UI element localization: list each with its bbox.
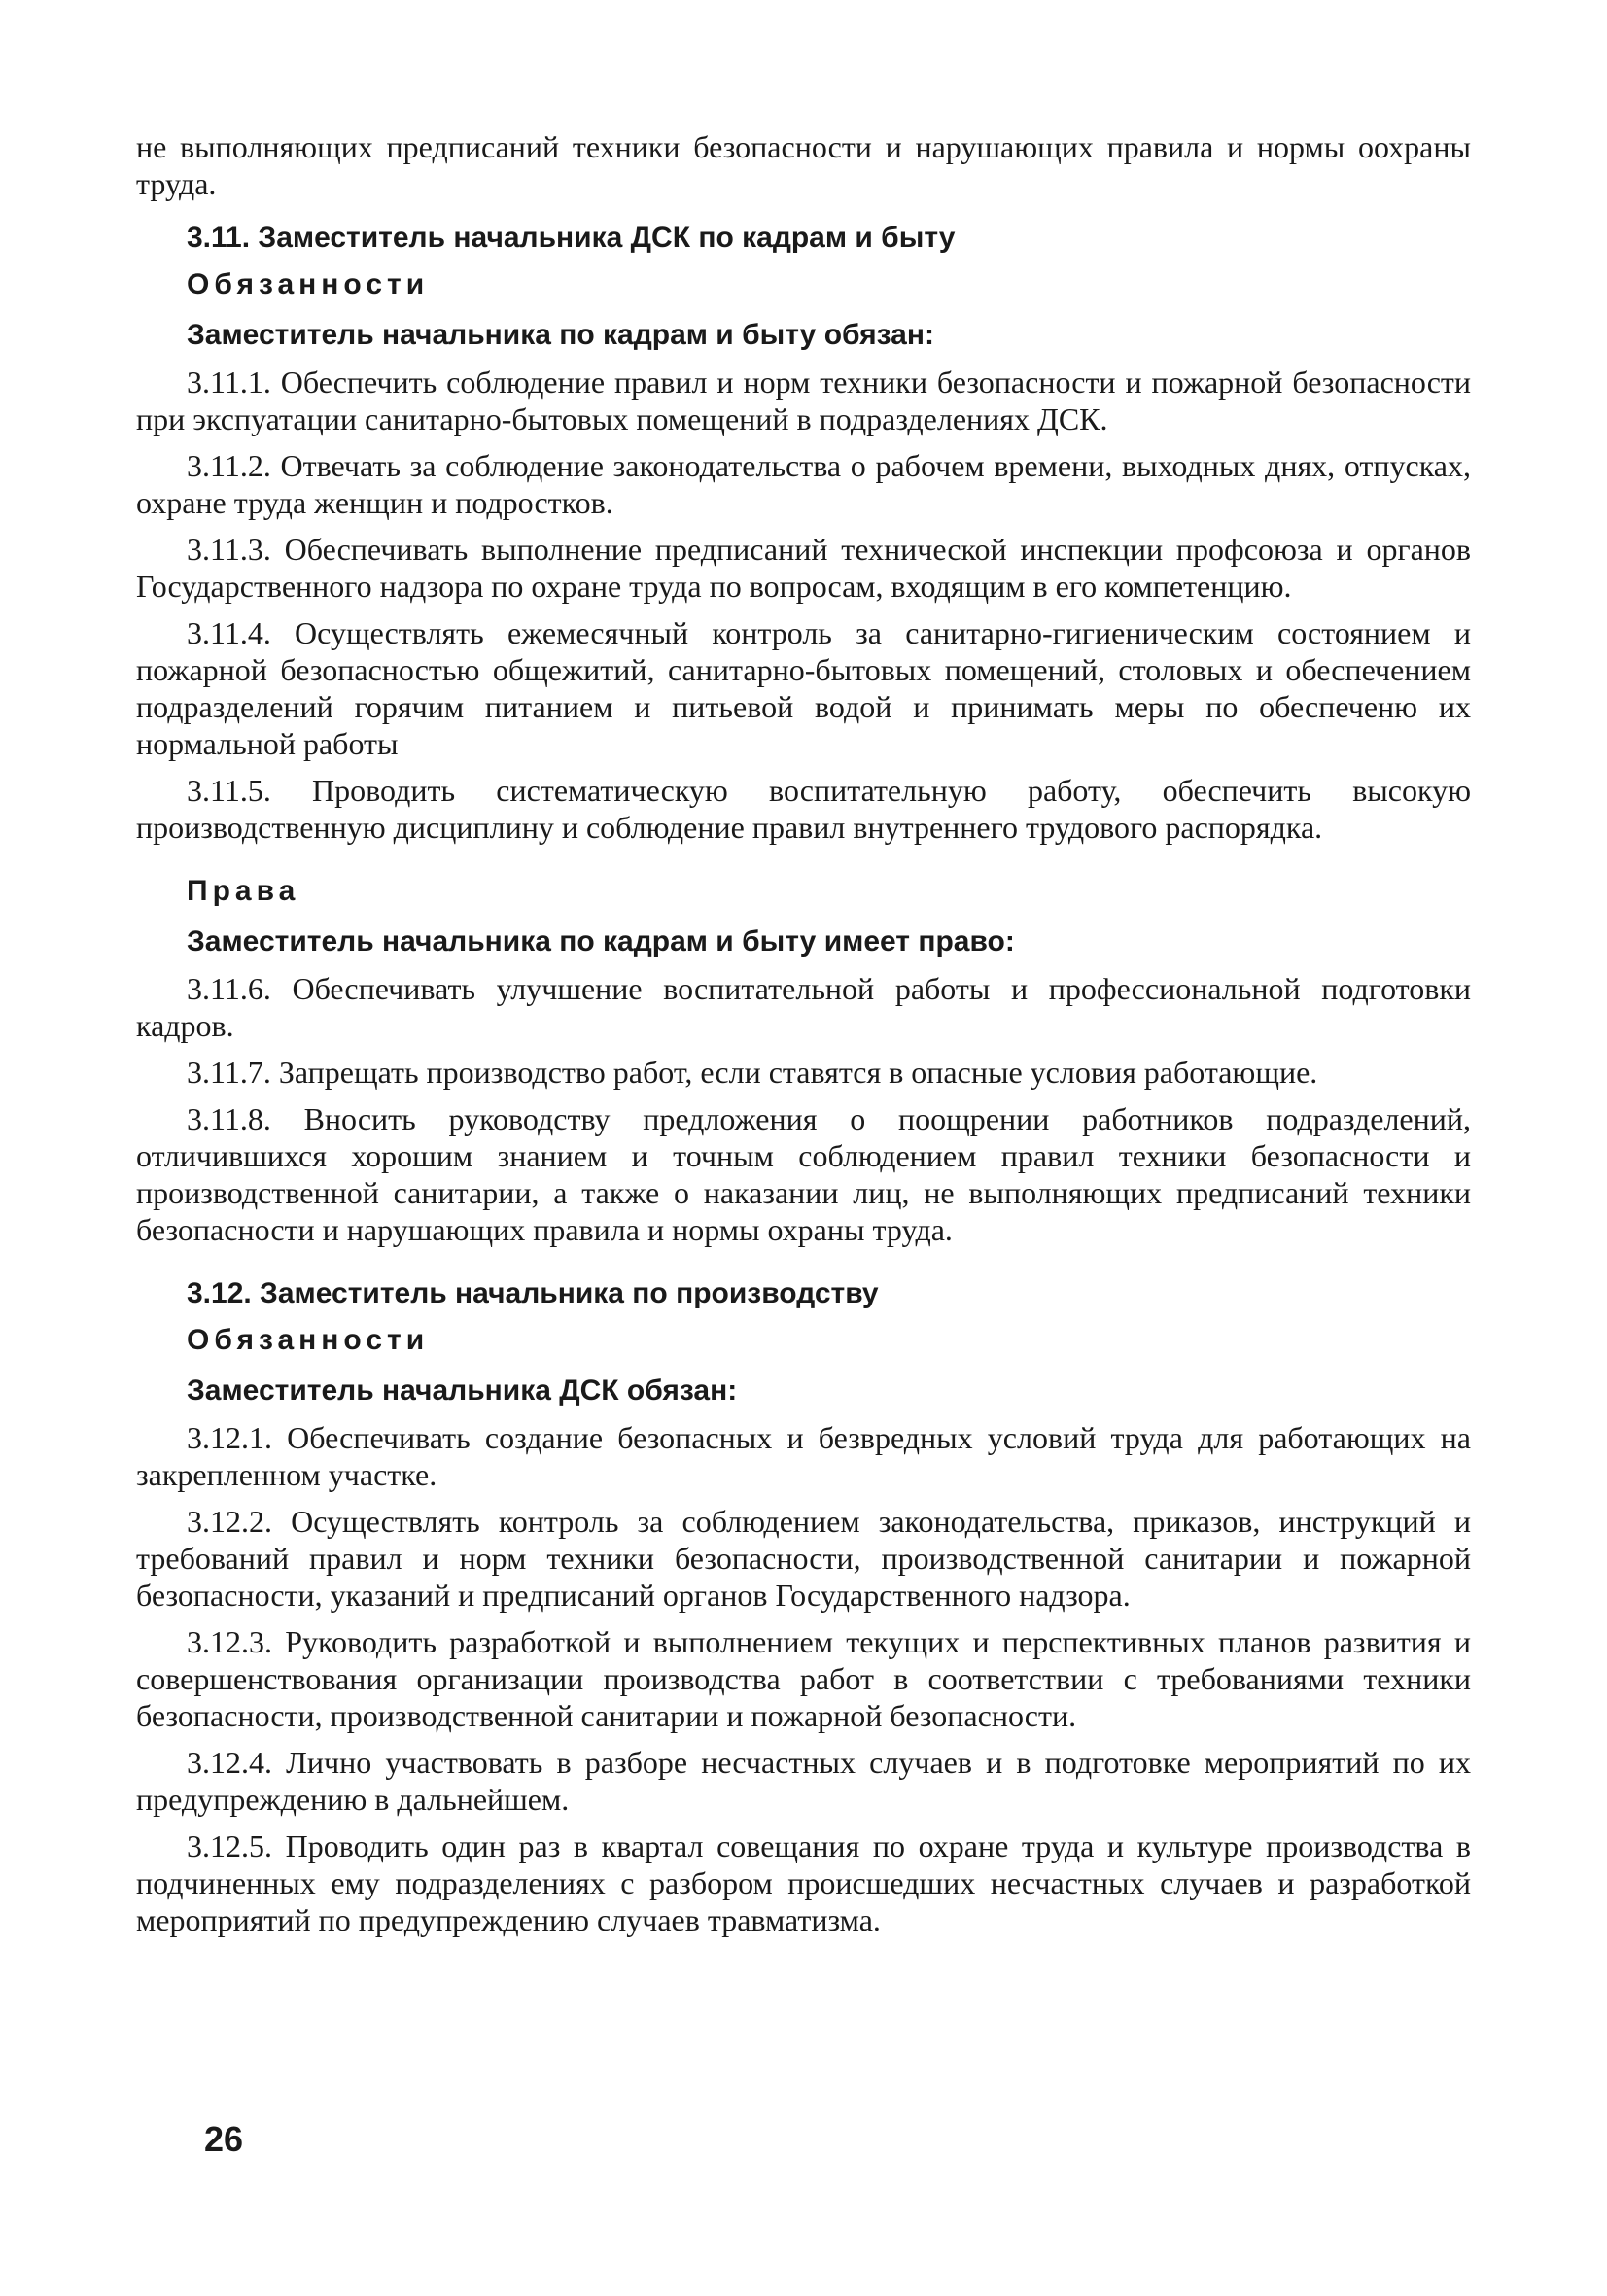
paragraph: 3.11.4. Осуществлять ежемесячный контроль за санитарно-гигиеническим состоянием и пожарной безопасностью общежитий, санитарно-бытовых помещений, столовых и обеспечением подразделений горячим питанием и питьевой водой и принимать меры по обеспеченю их нормальной работы bbox=[136, 615, 1471, 761]
paragraph: 3.11.3. Обеспечивать выполнение предписаний технической инспекции профсоюза и органов Государственного надзора по охране труда по вопросам, входящим в его компетенцию. bbox=[136, 532, 1471, 604]
subsection-label: Права bbox=[187, 875, 300, 907]
paragraph: 3.11.6. Обеспечивать улучшение воспитательной работы и профессиональной подготовки кадров. bbox=[136, 971, 1471, 1043]
subheading: Заместитель начальника ДСК обязан: bbox=[187, 1374, 738, 1407]
paragraph: 3.12.1. Обеспечивать создание безопасных и безвредных условий труда для работающих на закрепленном участке. bbox=[136, 1420, 1471, 1492]
paragraph: 3.11.8. Вносить руководству предложения о поощрении работников подразделений, отличившихся хорошим знанием и точным соблюдением правил техники безопасности и производственной санитарии, а также о наказании лиц, не выполняющих предписаний техники безопасности и нарушающих правила и нормы охраны труда. bbox=[136, 1101, 1471, 1247]
subsection-label: Обязанности bbox=[187, 268, 430, 300]
paragraph: 3.12.3. Руководить разработкой и выполнением текущих и перспективных планов развития и совершенствования организации производства работ в соответствии с требованиями техники безопасности, производственной санитарии и пожарной безопасности. bbox=[136, 1624, 1471, 1733]
paragraph: не выполняющих предписаний техники безопасности и нарушающих правила и нормы оохраны труда. bbox=[136, 129, 1471, 201]
section-heading: 3.11. Заместитель начальника ДСК по кадрам и быту bbox=[187, 222, 956, 254]
paragraph: 3.11.5. Проводить систематическую воспитательную работу, обеспечить высокую производственную дисциплину и соблюдение правил внутреннего трудового распорядка. bbox=[136, 773, 1471, 845]
subheading: Заместитель начальника по кадрам и быту обязан: bbox=[187, 319, 934, 351]
paragraph: 3.11.1. Обеспечить соблюдение правил и норм техники безопасности и пожарной безопасности при экспуатации санитарно-бытовых помещений в подразделениях ДСК. bbox=[136, 365, 1471, 436]
paragraph: 3.12.2. Осуществлять контроль за соблюдением законодательства, приказов, инструкций и требований правил и норм техники безопасности, производственной санитарии и пожарной безопасности, указаний и предписаний органов Государственного надзора. bbox=[136, 1504, 1471, 1613]
subheading: Заместитель начальника по кадрам и быту имеет право: bbox=[187, 925, 1015, 957]
subsection-label: Обязанности bbox=[187, 1324, 430, 1356]
section-heading: 3.12. Заместитель начальника по производству bbox=[187, 1277, 879, 1309]
paragraph: 3.12.4. Лично участвовать в разборе несчастных случаев и в подготовке мероприятий по их предупреждению в дальнейшем. bbox=[136, 1745, 1471, 1817]
page-number: 26 bbox=[204, 2119, 244, 2159]
paragraph: 3.11.2. Отвечать за соблюдение законодательства о рабочем времени, выходных днях, отпусках, охране труда женщин и подростков. bbox=[136, 448, 1471, 520]
paragraph: 3.11.7. Запрещать производство работ, если ставятся в опасные условия работающие. bbox=[187, 1055, 1318, 1090]
paragraph: 3.12.5. Проводить один раз в квартал совещания по охране труда и культуре производства в подчиненных ему подразделениях с разбором происшедших несчастных случаев и разработкой мероприятий по предупреждению случаев травматизма. bbox=[136, 1828, 1471, 1937]
page-content bbox=[136, 128, 1471, 1938]
